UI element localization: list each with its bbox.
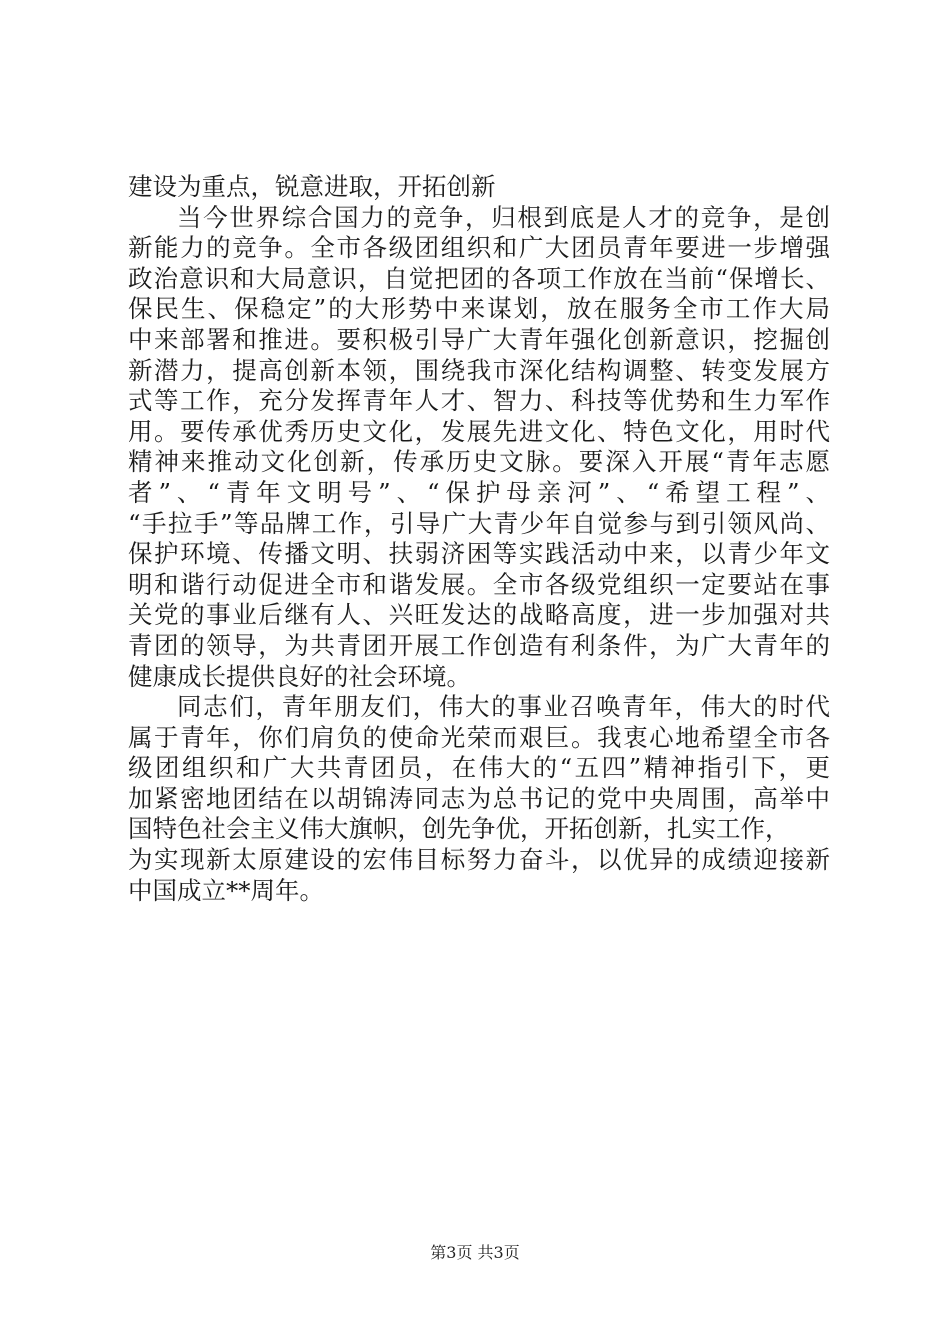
text-line: 国特色社会主义伟大旗帜，创先争优，开拓创新，扎实工作， — [128, 814, 790, 844]
text-line: 中来部署和推进。要积极引导广大青年强化创新意识，挖掘创 — [128, 324, 830, 354]
text-line: 新能力的竞争。全市各级团组织和广大团员青年要进一步增强 — [128, 233, 830, 263]
text-line: 精神来推动文化创新，传承历史文脉。要深入开展“青年志愿 — [128, 447, 830, 477]
text-line: 属于青年，你们肩负的使命光荣而艰巨。我衷心地希望全市各 — [128, 722, 830, 752]
text-line: 保民生、保稳定”的大形势中来谋划，放在服务全市工作大局 — [128, 294, 830, 324]
text-line: 中国成立**周年。 — [128, 875, 324, 905]
text-line: 明和谐行动促进全市和谐发展。全市各级党组织一定要站在事 — [128, 569, 830, 599]
text-line: 政治意识和大局意识，自觉把团的各项工作放在当前“保增长、 — [128, 263, 830, 293]
page-number-footer: 第3页 共3页 — [430, 1243, 520, 1262]
text-line: 保护环境、传播文明、扶弱济困等实践活动中来，以青少年文 — [128, 539, 830, 569]
text-line: 级团组织和广大共青团员，在伟大的“五四”精神指引下，更 — [128, 753, 830, 783]
text-line: 新潜力，提高创新本领，围绕我市深化结构调整、转变发展方 — [128, 355, 830, 385]
text-line: 为实现新太原建设的宏伟目标努力奋斗，以优异的成绩迎接新 — [128, 845, 830, 875]
text-line: 加紧密地团结在以胡锦涛同志为总书记的党中央周围，高举中 — [128, 783, 830, 813]
text-line: 健康成长提供良好的社会环境。 — [128, 661, 471, 691]
text-line: “手拉手”等品牌工作，引导广大青少年自觉参与到引领风尚、 — [128, 508, 830, 538]
text-line: 者”、“青年文明号”、“保护母亲河”、“希望工程”、 — [128, 477, 830, 507]
paragraph-first-line: 同志们，青年朋友们，伟大的事业召唤青年，伟大的时代 — [177, 692, 830, 722]
body-text — [128, 172, 830, 906]
paragraph-first-line: 当今世界综合国力的竞争，归根到底是人才的竞争，是创 — [177, 202, 830, 232]
text-line: 用。要传承优秀历史文化，发展先进文化、特色文化，用时代 — [128, 416, 830, 446]
text-line: 关党的事业后继有人、兴旺发达的战略高度，进一步加强对共 — [128, 600, 830, 630]
text-line: 式等工作，充分发挥青年人才、智力、科技等优势和生力军作 — [128, 386, 830, 416]
text-line: 青团的领导，为共青团开展工作创造有利条件，为广大青年的 — [128, 630, 830, 660]
text-line: 建设为重点，锐意进取，开拓创新 — [128, 172, 496, 201]
